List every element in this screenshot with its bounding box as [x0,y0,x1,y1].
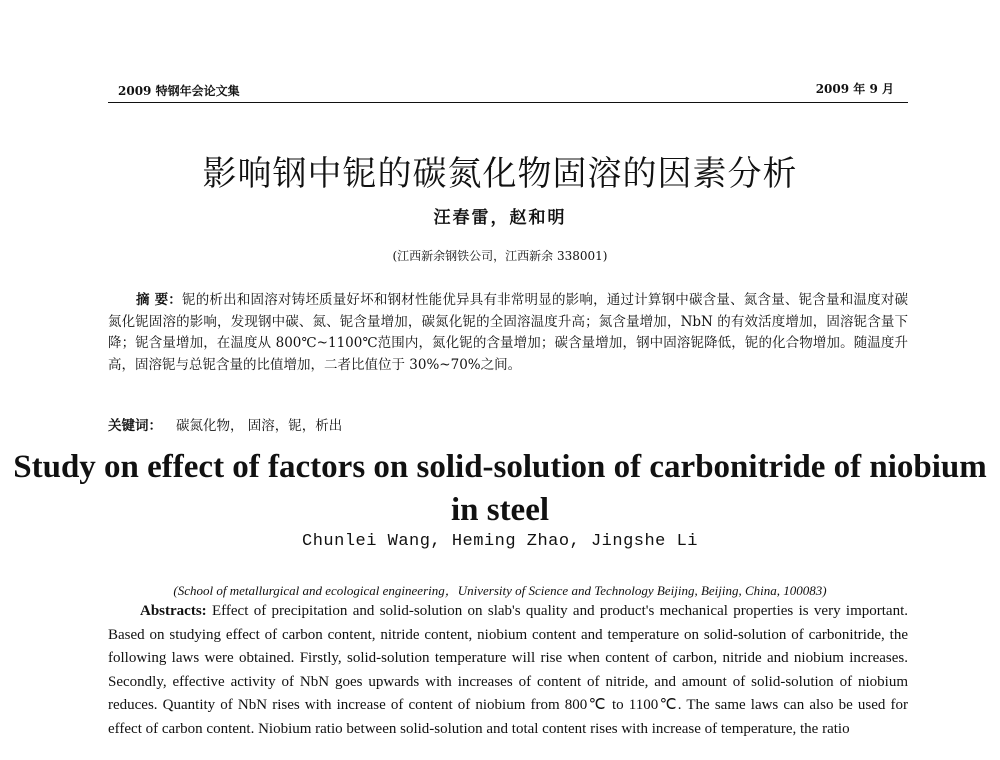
header-date: 2009 年 9 月 [815,82,894,96]
chinese-affiliation: (江西新余钢铁公司，江西新余 338001) [392,249,608,263]
running-header [108,82,908,103]
chinese-keywords-label: 关键词： [108,418,162,434]
chinese-keywords [108,414,908,434]
chinese-title: 影响钢中铌的碳氮化物固溶的因素分析 [202,154,798,194]
english-abstract [108,600,908,741]
english-authors: Chunlei Wang, Heming Zhao, Jingshe Li [302,532,698,551]
english-title: Study on effect of factors on solid-solution of carbonitride of niobium in steel [13,449,987,528]
chinese-abstract-label: 摘 要： [136,292,183,308]
header-journal: 2009 特钢年会论文集 [118,84,240,98]
chinese-keywords-text: 碳氮化物， 固溶，铌，析出 [176,418,343,434]
english-affiliation: (School of metallurgical and ecological engineering，University of Science and Technology Beijing, Beijing, China, 100083) [173,583,827,598]
english-abstract-text: Effect of precipitation and solid-solution on slab's quality and product's mechanical properties is very important. Based on studying effect of carbon content, nitride content, niobium content and temperature on solid-solution of carbonitride, the following laws were obtained. Firstly, solid-solution temperature will rise when content of carbon, nitride and niobium increases. Secondly, effective activity of NbN goes upwards with increases of content of nitride, and amount of solid-solution of niobium reduces. Quantity of NbN rises with increase of content of niobium from 800℃ to 1100℃. The same laws can also be used for effect of carbon content. Niobium ratio between solid-solution and total content rises with increase of temperature, the ratio [108,603,908,737]
english-abstract-label: Abstracts: [140,603,207,619]
chinese-abstract [108,290,908,376]
chinese-abstract-text: 铌的析出和固溶对铸坯质量好坏和钢材性能优异具有非常明显的影响，通过计算钢中碳含量、氮含量、铌含量和温度对碳氮化铌固溶的影响，发现钢中碳、氮、铌含量增加，碳氮化铌的全固溶温度升高；氮含量增加，NbN 的有效活度增加，固溶铌含量下降；铌含量增加，在温度从 800℃~1100℃范围内，氮化铌的含量增加；碳含量增加，钢中固溶铌降低，铌的化合物增加。随温度升高，固溶铌与总铌含量的比值增加，二者比值位于 30%~70%之间。 [108,292,909,373]
chinese-authors: 汪春雷，赵和明 [433,208,567,228]
